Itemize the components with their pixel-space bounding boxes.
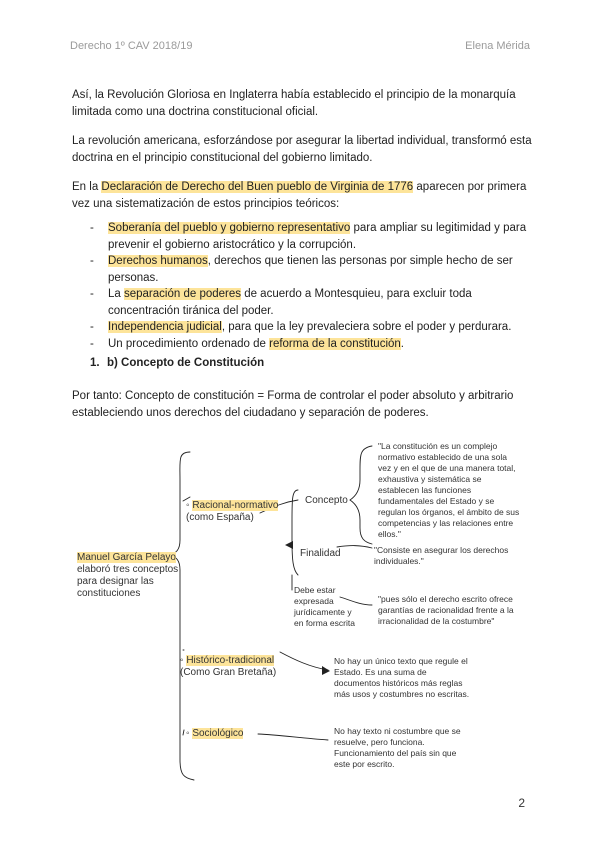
note-debe-estar: "pues sólo el derecho escrito ofrece garantías de racionalidad frente a la irracionalidad de la costumbre" xyxy=(378,594,514,626)
branch-racional-normativo: ◦ Racional-normativo (como España) xyxy=(186,500,279,523)
list-item: - Un procedimiento ordenado de reforma de la constitución. xyxy=(90,337,404,350)
list-item: - La separación de poderes de acuerdo a Montesquieu, para excluir toda concentración tiránica del poder. xyxy=(90,288,472,317)
header-author: Elena Mérida xyxy=(465,40,530,52)
node-finalidad: Finalidad xyxy=(300,548,341,559)
header-course: Derecho 1º CAV 2018/19 xyxy=(70,40,193,52)
note-concepto: "La constitución es un complejo normativo establecido de una sola vez y en el que de una manera total, exhaustiva y sistemática se establecen las funciones fundamentales del Estado y se regulan los órganos, el ámbito de sus competencias y las relaciones entre ellos." xyxy=(378,441,520,539)
page-number: 2 xyxy=(518,796,525,810)
note-historico-tradicional: No hay un único texto que regule el Estado. Es una suma de documentos históricos más reglas más usos y costumbres no escritas. xyxy=(334,656,470,699)
note-sociologico: No hay texto ni costumbre que se resuelve, pero funciona. Funcionamiento del país sin que este por escrito. xyxy=(334,726,461,769)
section-heading: 1. b) Concepto de Constitución xyxy=(90,357,265,369)
list-item: - Soberanía del pueblo y gobierno representativo para ampliar su legitimidad y para prevenir el gobierno aristocrático y la corrupción. xyxy=(90,222,527,251)
arrow-finalidad xyxy=(285,541,293,549)
arrow-historico-note xyxy=(322,666,330,675)
highlight-independencia-judicial: Independencia judicial xyxy=(108,321,222,333)
highlight-reforma-constitucion: reforma de la constitución xyxy=(269,337,401,350)
paragraph-revolucion-americana: La revolución americana, esforzándose por asegurar la libertad individual, transformó esta doctrina en el principio constitucional del gobierno limitado. xyxy=(72,135,532,164)
note-brace-concepto xyxy=(350,446,372,544)
highlight-separacion-poderes: separación de poderes xyxy=(124,288,241,300)
line-finalidad xyxy=(337,546,372,548)
paragraph-summary: Por tanto: Concepto de constitución = Forma de controlar el poder absoluto y arbitrario estableciendo unos derechos del ciudadano y separación de poderes. xyxy=(72,390,514,419)
list-item: - Independencia judicial, para que la ley prevaleciera sobre el poder y perdurara. xyxy=(90,321,512,333)
highlight-soberania: Soberanía del pueblo y gobierno representativo xyxy=(108,222,351,234)
node-concepto: Concepto xyxy=(305,495,348,506)
highlight-garcia-pelayo: Manuel García Pelayo xyxy=(77,552,176,563)
paragraph-revolucion-gloriosa: Así, la Revolución Gloriosa en Inglaterra había establecido el principio de la monarquía limitada como una doctrina constitucional oficial. xyxy=(72,89,516,118)
paragraph-declaracion-virginia: En la Declaración de Derecho del Buen pueblo de Virginia de 1776 aparecen por primera vez una sistematización de estos principios teóricos: xyxy=(72,181,527,210)
brace-branch3 xyxy=(183,730,184,735)
highlight-derechos-humanos: Derechos humanos xyxy=(108,255,208,267)
branch-historico-tradicional: ◦ Histórico-tradicional (Como Gran Bretaña) xyxy=(180,655,277,678)
branch-sociologico: ◦ Sociológico xyxy=(186,728,244,739)
note-finalidad: "Consiste en asegurar los derechos individuales." xyxy=(374,545,509,566)
concept-map-root: Manuel García Pelayo elaboró tres conceptos para designar las constituciones xyxy=(77,552,179,599)
node-debe-estar-expresada: Debe estar expresada jurídicamente y en forma escrita xyxy=(294,585,355,628)
highlight-declaracion: Declaración de Derecho del Buen pueblo de Virginia de 1776 xyxy=(101,181,414,193)
list-item: - Derechos humanos, derechos que tienen las personas por simple hecho de ser personas. xyxy=(90,255,513,284)
